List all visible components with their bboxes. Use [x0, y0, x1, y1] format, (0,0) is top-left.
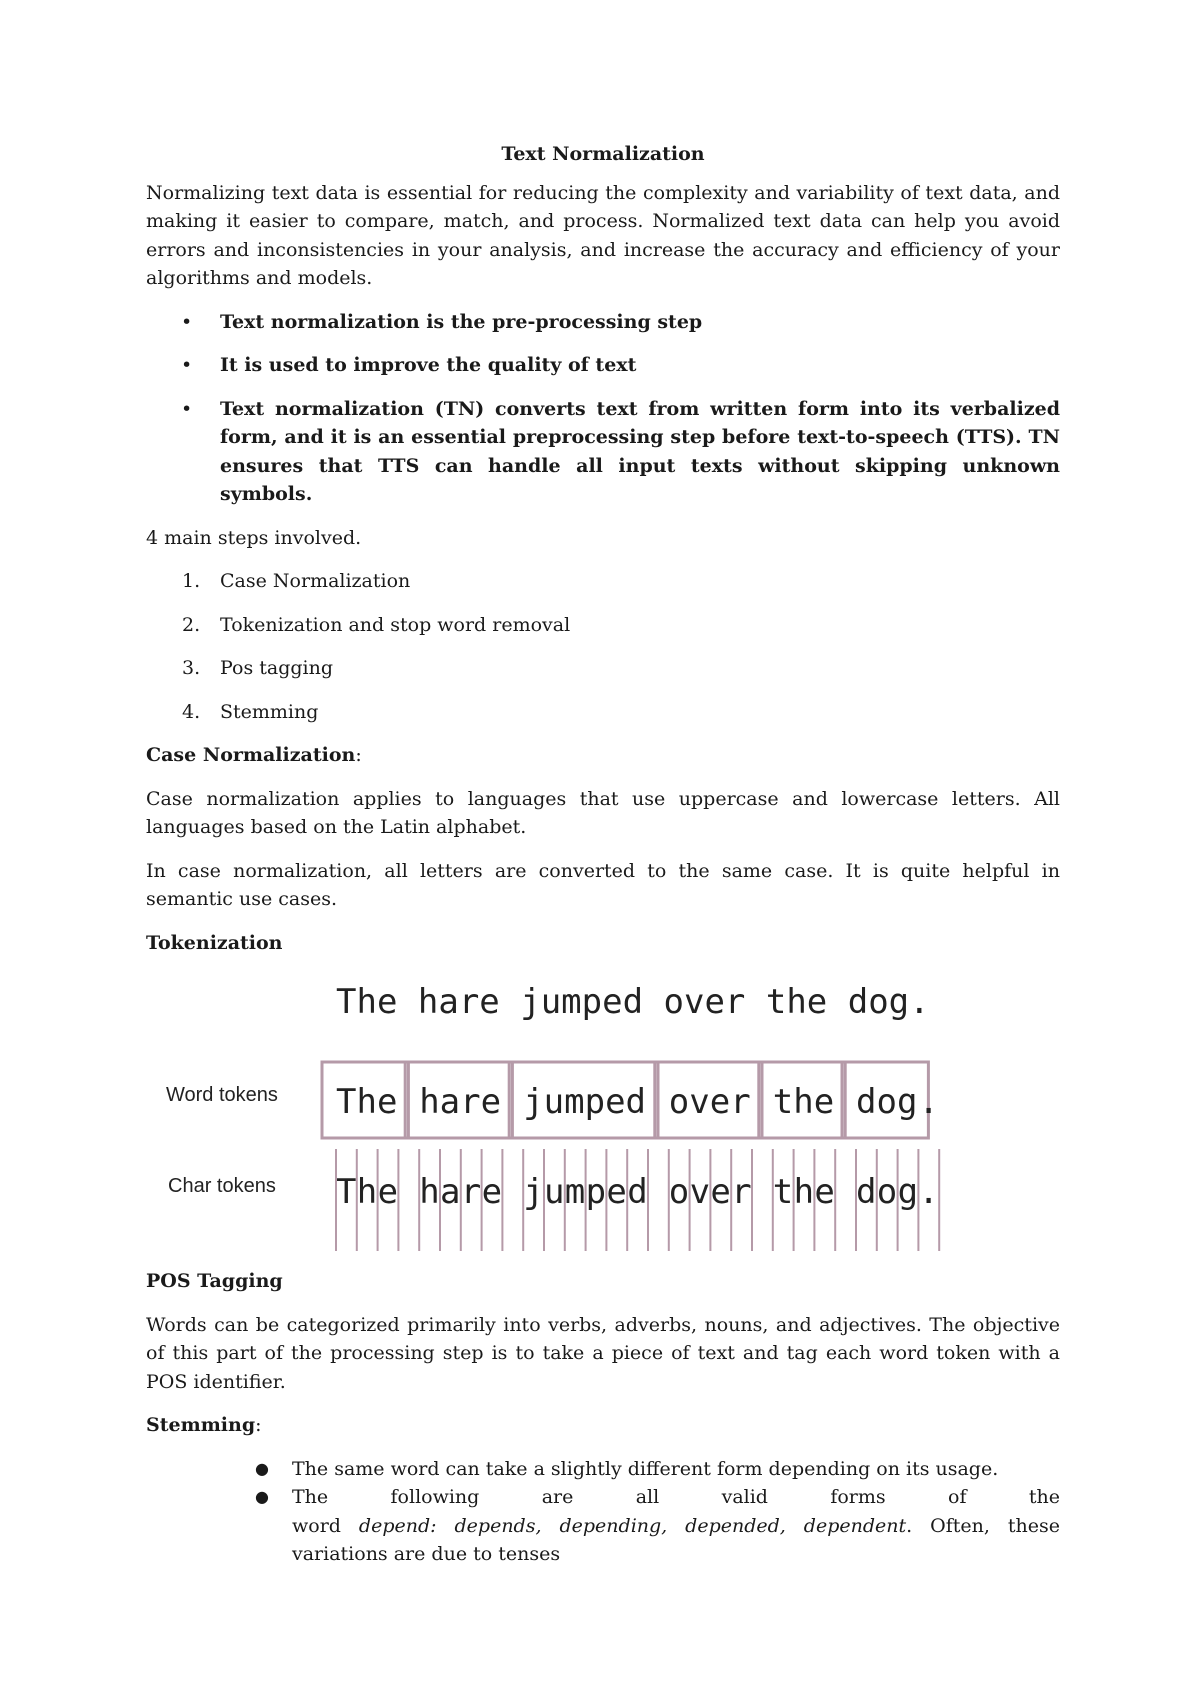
list-item-text: It is used to improve the quality of text: [220, 354, 637, 376]
char-token-text: e: [606, 1172, 627, 1212]
key-points-list: [146, 308, 1060, 509]
word-period-text: .: [918, 1082, 939, 1122]
char-token-row: [336, 1149, 939, 1251]
case-normalization-paragraph-1: Case normalization applies to languages that use uppercase and lowercase letters. All languages based on the Latin alphabet.: [146, 787, 1060, 838]
char-tokens-label: Char tokens: [168, 1175, 276, 1197]
list-item-text: Text normalization is the pre-processing step: [220, 310, 703, 333]
step-number: 2.: [182, 613, 201, 636]
char-token-text: g: [897, 1172, 919, 1212]
step-label: Stemming: [220, 700, 319, 723]
char-token-text: v: [689, 1172, 711, 1212]
char-token-text: h: [793, 1172, 815, 1212]
list-item: [146, 395, 1060, 509]
intro-paragraph: Normalizing text data is essential for reducing the complexity and variability of text data, and making it easier to compare, match, and process. Normalized text data can help you avoid errors and inconsistencies in your analysis, and increase the accuracy and efficiency of your algorithms and models.: [146, 181, 1060, 289]
char-token-text: e: [710, 1172, 731, 1212]
step-number: 1.: [182, 570, 201, 592]
word-token-boxes: [322, 1062, 939, 1138]
char-token-text: h: [356, 1172, 378, 1212]
bullet-marker: •: [181, 397, 193, 420]
document-page: [146, 140, 1060, 1569]
word-token-text: dog: [856, 1082, 918, 1122]
word-token-text: hare: [419, 1082, 502, 1122]
stemming-heading: Stemming:: [146, 1414, 262, 1436]
tokenization-diagram: [146, 969, 1060, 1259]
bullet-marker: ●: [255, 1487, 269, 1506]
char-token-text: a: [440, 1172, 461, 1212]
list-item-text: Text normalization (TN) converts text from written form into its verbalized form, and it is an essential preprocessing step before text-to-speech (TTS). TN ensures that TTS can handle all input texts without skipping unknown symbols.: [220, 397, 1060, 505]
list-item: [146, 654, 1060, 683]
pos-tagging-heading: POS Tagging: [146, 1270, 283, 1292]
char-token-text: e: [377, 1172, 399, 1212]
word-token-text: jumped: [523, 1082, 647, 1122]
char-token-text: t: [772, 1172, 794, 1212]
list-item: [146, 351, 1060, 380]
step-number: 4.: [182, 700, 201, 723]
list-item: [146, 1455, 1060, 1484]
step-label: Case Normalization: [220, 570, 411, 592]
char-token-text: e: [814, 1172, 835, 1212]
list-item: [146, 611, 1060, 640]
steps-list: [146, 567, 1060, 726]
char-token-text: e: [481, 1172, 503, 1212]
list-item-text-line-1: The following are all valid forms of the: [292, 1486, 1060, 1508]
tokenization-heading: Tokenization: [146, 931, 283, 954]
list-item: [146, 308, 1060, 337]
list-item-text: The same word can take a slightly different form depending on its usage.: [292, 1457, 999, 1480]
char-period-text: .: [918, 1172, 939, 1212]
bullet-marker: ●: [255, 1458, 269, 1478]
bullet-marker: •: [181, 354, 193, 376]
stemming-list: [146, 1455, 1060, 1569]
steps-intro: 4 main steps involved.: [146, 526, 362, 549]
char-token-text: j: [523, 1172, 544, 1212]
word-tokens-label: Word tokens: [166, 1084, 278, 1106]
char-token-text: o: [876, 1172, 898, 1212]
list-item: [146, 698, 1060, 727]
char-token-text: r: [460, 1172, 482, 1212]
pos-tagging-paragraph: Words can be categorized primarily into verbs, adverbs, nouns, and adjectives. The objective of this part of the processing step is to take a piece of text and tag each word token with a POS identifier.: [146, 1313, 1060, 1393]
char-token-text: d: [627, 1172, 648, 1212]
list-item: [146, 567, 1060, 596]
word-token-text: over: [668, 1082, 751, 1122]
case-normalization-heading: Case Normalization:: [146, 744, 362, 766]
bullet-marker: •: [181, 310, 193, 333]
step-label: Pos tagging: [220, 657, 334, 679]
char-token-text: u: [544, 1172, 565, 1212]
case-normalization-paragraph-2: In case normalization, all letters are converted to the same case. It is quite helpful in semantic use cases.: [146, 859, 1060, 910]
char-token-text: r: [731, 1172, 752, 1212]
word-token-text: The: [336, 1082, 398, 1122]
page-title: Text Normalization: [501, 143, 705, 165]
tokenization-figure: [146, 969, 1060, 1259]
char-token-text: o: [668, 1172, 690, 1212]
list-item-text-line-2: word depend: depends, depending, depended, dependent. Often, these variations are due to tenses: [292, 1514, 1060, 1565]
char-token-text: T: [336, 1172, 357, 1212]
word-token-text: the: [772, 1082, 835, 1122]
step-label: Tokenization and stop word removal: [220, 613, 571, 636]
char-token-text: d: [856, 1172, 877, 1212]
char-token-text: m: [564, 1172, 586, 1212]
sentence-text: The hare jumped over the dog.: [336, 982, 930, 1022]
list-item: [146, 1483, 1060, 1569]
step-number: 3.: [182, 657, 201, 679]
word-forms: depend: depends, depending, depended, dependent: [358, 1514, 907, 1537]
char-token-text: p: [585, 1172, 607, 1212]
char-token-text: h: [419, 1172, 440, 1212]
